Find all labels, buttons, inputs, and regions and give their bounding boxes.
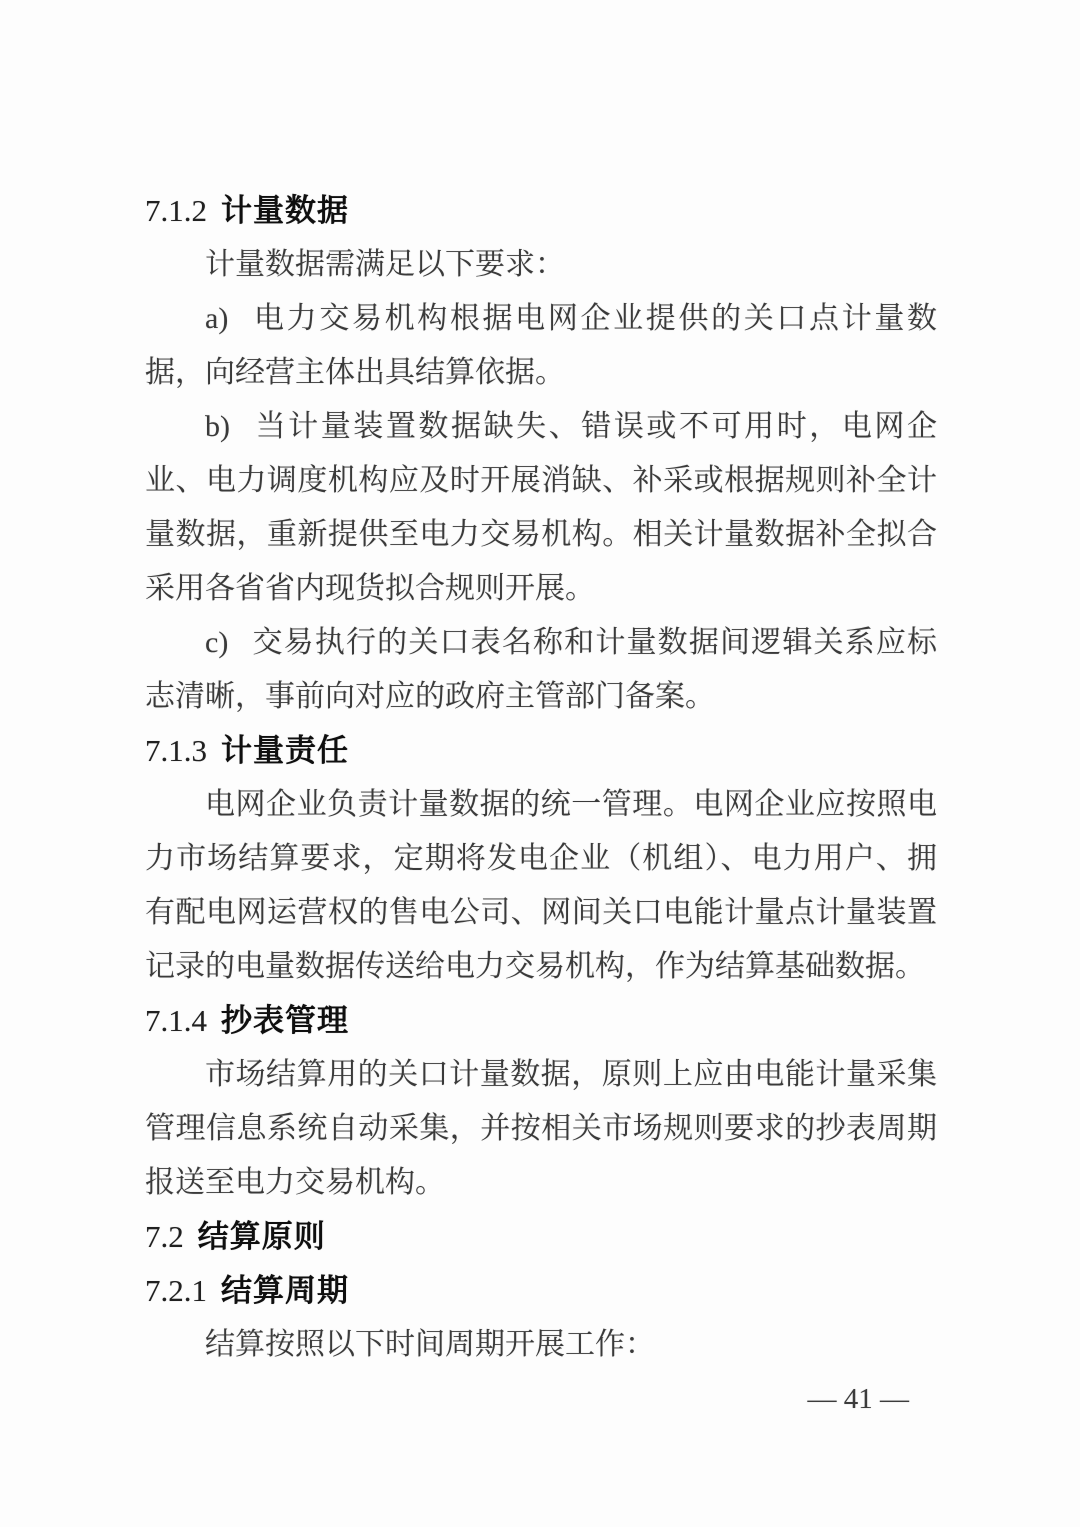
list-item-label: b) xyxy=(205,410,230,443)
section-heading-7-1-3 xyxy=(145,724,937,778)
paragraph-metering-data-intro xyxy=(145,238,937,292)
section-number: 7.2 xyxy=(145,1219,184,1254)
list-item-text: 电力交易机构根据电网企业提供的关口点计量数据，向经营主体出具结算依据。 xyxy=(145,302,937,389)
section-heading-7-1-4 xyxy=(145,994,937,1048)
section-title: 抄表管理 xyxy=(221,1003,349,1038)
section-heading-7-2 xyxy=(145,1210,937,1264)
paragraph-text: 计量数据需满足以下要求： xyxy=(205,248,565,281)
list-item-label: c) xyxy=(205,626,229,659)
list-item-a xyxy=(145,292,937,400)
paragraph-metering-responsibility xyxy=(145,778,937,994)
section-title: 结算周期 xyxy=(221,1273,349,1308)
document-body xyxy=(145,184,937,1426)
paragraph-text: 市场结算用的关口计量数据，原则上应由电能计量采集管理信息系统自动采集，并按相关市场规则要求的抄表周期报送至电力交易机构。 xyxy=(145,1058,937,1199)
paragraph-text: 电网企业负责计量数据的统一管理。电网企业应按照电力市场结算要求，定期将发电企业（机组）、电力用户、拥有配电网运营权的售电公司、网间关口电能计量点计量装置记录的电量数据传送给电力交易机构，作为结算基础数据。 xyxy=(145,788,937,983)
section-number: 7.1.2 xyxy=(145,193,207,228)
section-number: 7.1.4 xyxy=(145,1003,207,1038)
list-item-b xyxy=(145,400,937,616)
list-item-label: a) xyxy=(205,302,229,335)
page-number: — 41 — xyxy=(807,1383,909,1415)
list-item-text: 交易执行的关口表名称和计量数据间逻辑关系应标志清晰，事前向对应的政府主管部门备案。 xyxy=(145,626,937,713)
section-number: 7.1.3 xyxy=(145,733,207,768)
list-item-c xyxy=(145,616,937,724)
section-heading-7-2-1 xyxy=(145,1264,937,1318)
paragraph-settlement-cycle-intro xyxy=(145,1318,937,1372)
paragraph-meter-reading-management xyxy=(145,1048,937,1210)
section-number: 7.2.1 xyxy=(145,1273,207,1308)
section-title: 计量责任 xyxy=(221,733,349,768)
section-heading-7-1-2 xyxy=(145,184,937,238)
section-title: 计量数据 xyxy=(221,193,349,228)
list-item-text: 当计量装置数据缺失、错误或不可用时，电网企业、电力调度机构应及时开展消缺、补采或根据规则补全计量数据，重新提供至电力交易机构。相关计量数据补全拟合采用各省省内现货拟合规则开展。 xyxy=(145,410,937,605)
paragraph-text: 结算按照以下时间周期开展工作： xyxy=(205,1328,655,1361)
section-title: 结算原则 xyxy=(197,1219,326,1254)
